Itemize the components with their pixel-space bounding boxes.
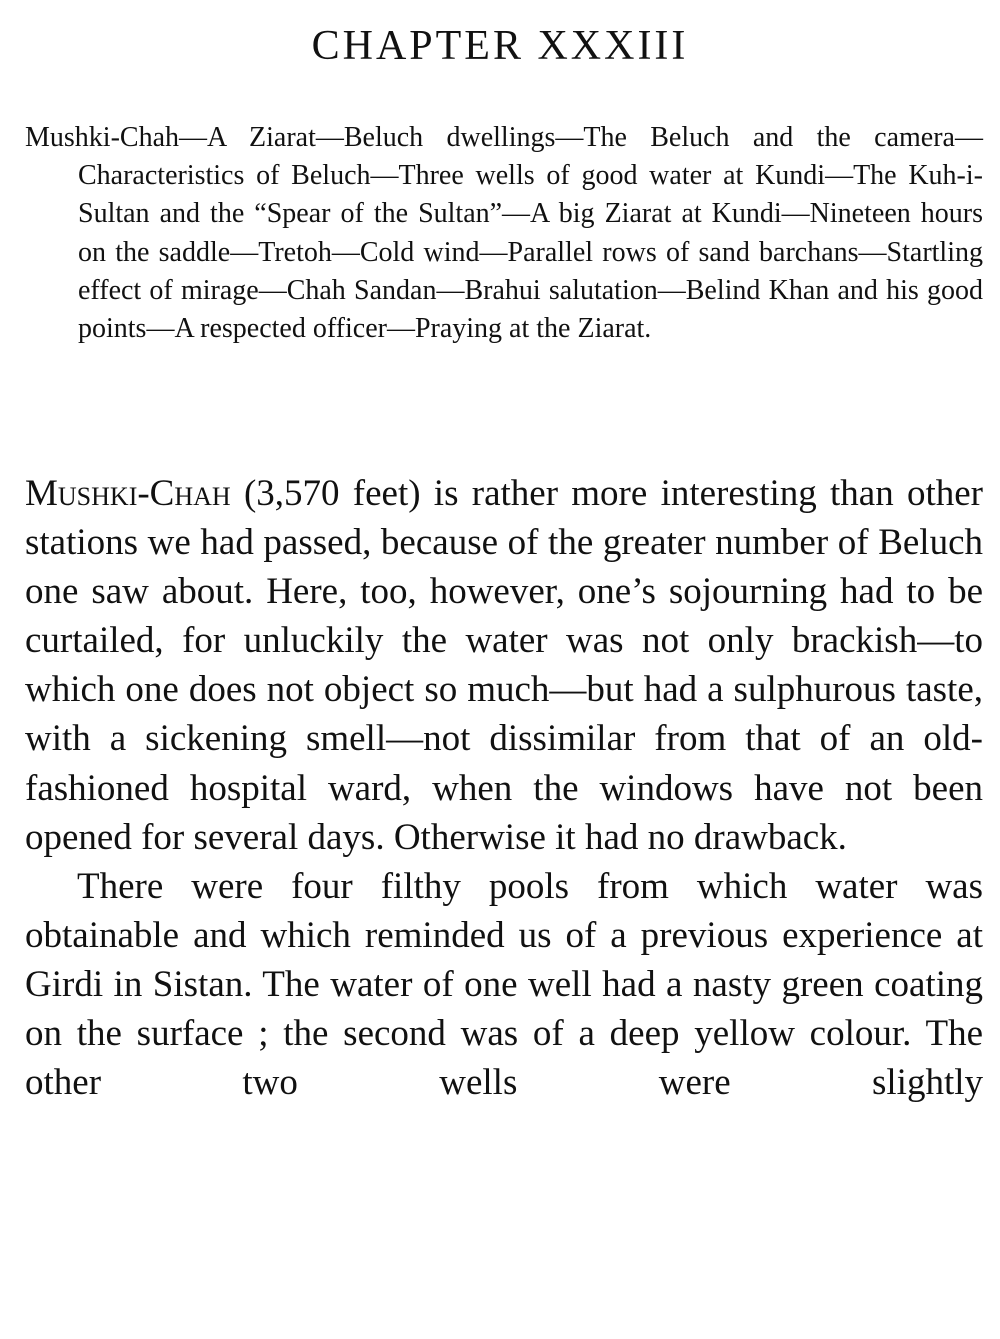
paragraph-lead-in: Mushki-Chah — [25, 473, 231, 514]
chapter-title: CHAPTER XXXIII — [311, 23, 689, 69]
chapter-body — [25, 469, 983, 1107]
chapter-synopsis: Mushki-Chah—A Ziarat—Beluch dwellings—The Beluch and the camera—Characteristics of Beluch—Three wells of good water at Kundi—The Kuh-i-Sultan and the “Spear of the Sultan”—A big Ziarat at Kundi—Nineteen hours on the saddle—Tretoh—Cold wind—Parallel rows of sand barchans—Startling effect of mirage—Chah Sandan—Brahui salutation—Belind Khan and his good points—A respected officer—Praying at the Ziarat. — [25, 122, 983, 345]
paragraph-1-text: (3,570 feet) is rather more interesting than other stations we had passed, because of the greater number of Beluch one saw about. Here, too, however, one’s sojourning had to be curtailed, for unluckily the water was not only brackish—to which one does not object so much—but had a sulphurous taste, with a sickening smell—not dissimilar from that of an old-fashioned hospital ward, when the windows have not been opened for several days. Otherwise it had no drawback. — [25, 473, 983, 858]
body-paragraph-2: There were four filthy pools from which water was obtainable and which reminded us of a previous experience at Girdi in Sistan. The water of one well had a nasty green coating on the surface ; the second was of a deep yellow colour. The other two wells were slightly — [25, 865, 983, 1104]
body-paragraph-1 — [25, 469, 983, 862]
